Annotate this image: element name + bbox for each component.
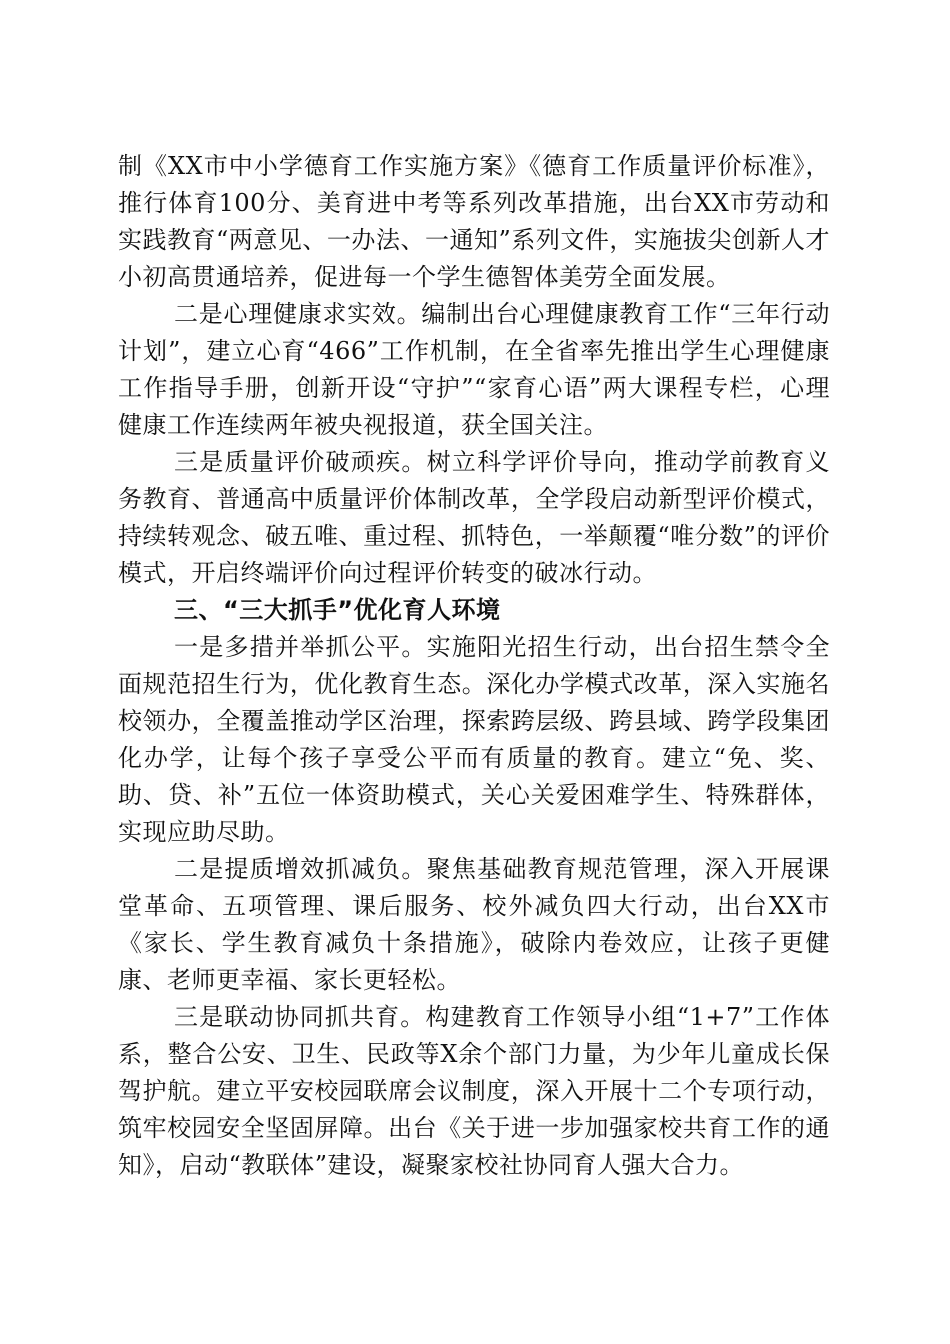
paragraph-co-education: 三是联动协同抓共育。构建教育工作领导小组“1+7”工作体系，整合公安、卫生、民政等X余个部门力量，为少年儿童成长保驾护航。建立平安校园联席会议制度，深入开展十二个专项行动，筑牢校园安全坚固屏障。出台《关于进一步加强家校共育工作的通知》，启动“教联体”建设，凝聚家校社协同育人强大合力。 bbox=[118, 1003, 830, 1179]
section-heading: 三、“三大抓手”优化育人环境 bbox=[174, 596, 501, 624]
paragraph-burden-reduction: 二是提质增效抓减负。聚焦基础教育规范管理，深入开展课堂革命、五项管理、课后服务、校外减负四大行动，出台XX市《家长、学生教育减负十条措施》，破除内卷效应，让孩子更健康、老师更幸福、家长更轻松。 bbox=[118, 855, 830, 994]
paragraph-continuation: 制《XX市中小学德育工作实施方案》《德育工作质量评价标准》，推行体育100分、美育进中考等系列改革措施，出台XX市劳动和实践教育“两意见、一办法、一通知”系列文件，实施拔尖创新人才小初高贯通培养，促进每一个学生德智体美劳全面发展。 bbox=[118, 152, 830, 291]
document-body bbox=[118, 148, 830, 1184]
paragraph-quality-evaluation: 三是质量评价破顽疾。树立科学评价导向，推动学前教育义务教育、普通高中质量评价体制改革，全学段启动新型评价模式，持续转观念、破五唯、重过程、抓特色，一举颠覆“唯分数”的评价模式，开启终端评价向过程评价转变的破冰行动。 bbox=[118, 448, 830, 587]
paragraph-mental-health: 二是心理健康求实效。编制出台心理健康教育工作“三年行动计划”，建立心育“466”工作机制，在全省率先推出学生心理健康工作指导手册，创新开设“守护”“家育心语”两大课程专栏，心理健康工作连续两年被央视报道，获全国关注。 bbox=[118, 300, 830, 439]
paragraph-fairness: 一是多措并举抓公平。实施阳光招生行动，出台招生禁令全面规范招生行为，优化教育生态。深化办学模式改革，深入实施名校领办，全覆盖推动学区治理，探索跨层级、跨县域、跨学段集团化办学，让每个孩子享受公平而有质量的教育。建立“免、奖、助、贷、补”五位一体资助模式，关心关爱困难学生、特殊群体，实现应助尽助。 bbox=[118, 633, 830, 846]
